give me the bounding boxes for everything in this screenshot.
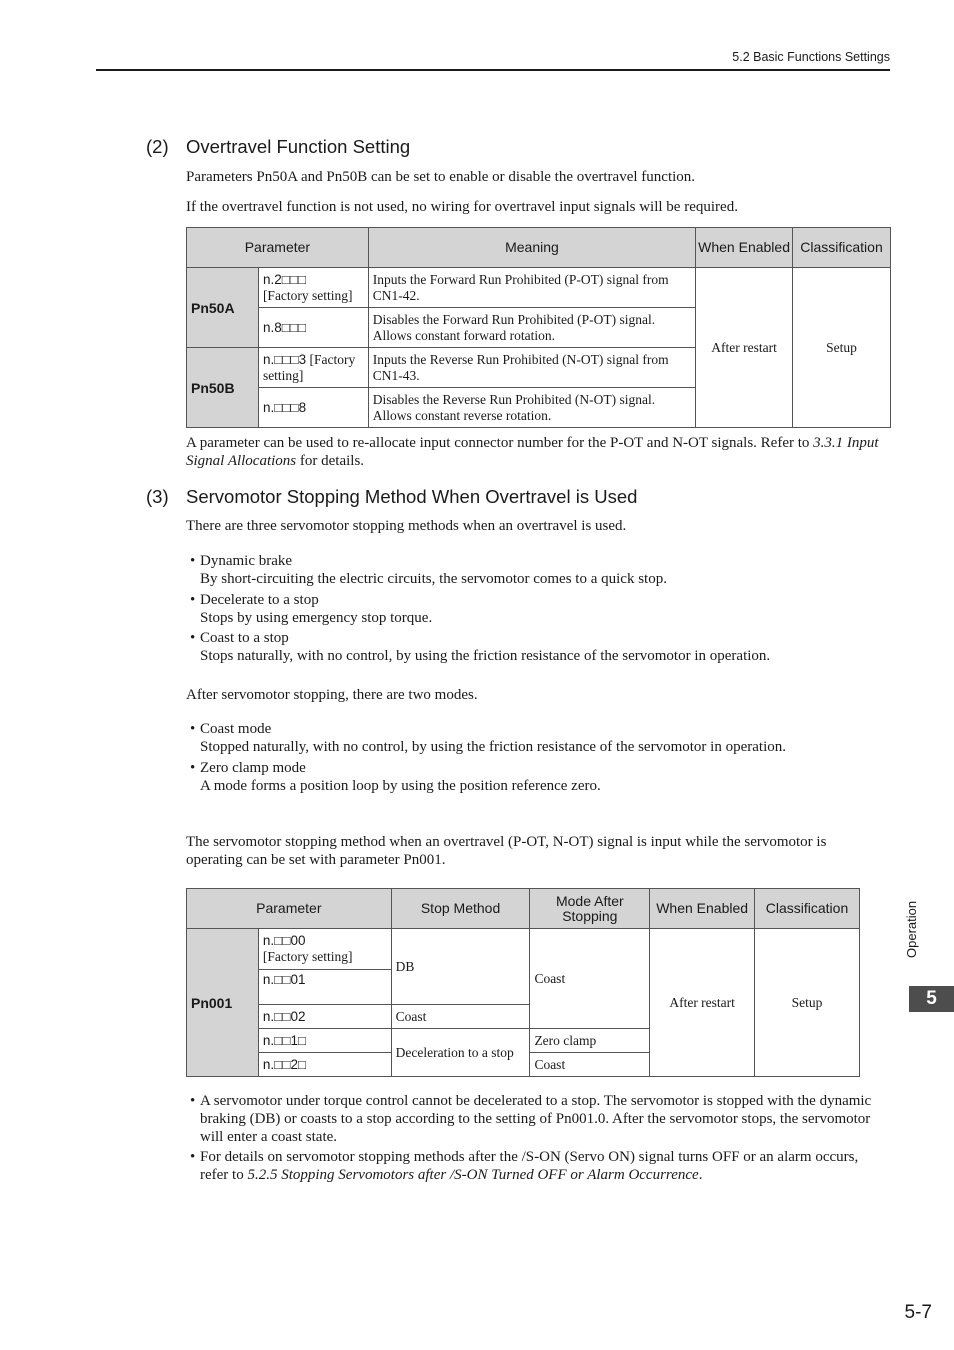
section-2-para-2: If the overtravel function is not used, no wiring for overtravel input signals will be required. bbox=[186, 199, 738, 215]
section-2-heading bbox=[146, 136, 410, 158]
stop-method-table bbox=[186, 888, 860, 1077]
section-2-para-1: Parameters Pn50A and Pn50B can be set to enable or disable the overtravel function. bbox=[186, 169, 696, 185]
header-meaning: Meaning bbox=[368, 228, 695, 268]
setting-code: n.□□00 [Factory setting] bbox=[258, 929, 391, 970]
list-item: • Coast to a stop Stops naturally, with no control, by using the friction resistance of the servomotor in operation. bbox=[190, 630, 771, 664]
stop-method-coast: Coast bbox=[391, 1005, 530, 1029]
header-rule bbox=[96, 69, 890, 71]
section-3-heading bbox=[146, 486, 637, 508]
section-3-title: Servomotor Stopping Method When Overtravel is Used bbox=[186, 486, 638, 507]
param-pn50b: Pn50B bbox=[187, 348, 259, 428]
setting-meaning: Inputs the Reverse Run Prohibited (N-OT) signal from CN1-43. bbox=[368, 348, 695, 388]
setting-code: n.□□02 bbox=[258, 1005, 391, 1029]
when-enabled-value: After restart bbox=[696, 268, 793, 428]
setting-code: n.□□□8 bbox=[258, 388, 368, 428]
input-allocation-note: A parameter can be used to re-allocate input connector number for the P-OT and N-OT signals. Refer to 3.3.1 Input Signal Allocations for details. bbox=[186, 435, 879, 469]
classification-value: Setup bbox=[755, 929, 860, 1077]
pn001-intro: The servomotor stopping method when an overtravel (P-OT, N-OT) signal is input while the servomotor is operating can be set with parameter Pn001. bbox=[186, 834, 827, 868]
stopping-methods-intro: There are three servomotor stopping methods when an overtravel is used. bbox=[186, 518, 627, 534]
chapter-tab: 5 bbox=[909, 986, 954, 1012]
side-section-label: Operation bbox=[904, 900, 919, 958]
setting-code: n.□□1□ bbox=[258, 1029, 391, 1053]
mode-zero-clamp: Zero clamp bbox=[530, 1029, 650, 1053]
stop-method-db: DB bbox=[391, 929, 530, 1005]
mode-coast: Coast bbox=[530, 929, 650, 1029]
note-item: • A servomotor under torque control cannot be decelerated to a stop. The servomotor is stopped with the dynamic braking (DB) or coasts to a stop according to the setting of Pn001.0. After the servomotor stops, the servomotor will enter a coast state. bbox=[190, 1093, 872, 1145]
header-mode-after-stopping: Mode After Stopping bbox=[530, 889, 650, 929]
cross-reference-link[interactable]: 3.3.1 Input Signal Allocations bbox=[186, 435, 879, 469]
header-when-enabled: When Enabled bbox=[696, 228, 793, 268]
param-pn50a: Pn50A bbox=[187, 268, 259, 348]
list-item: • Coast mode Stopped naturally, with no control, by using the friction resistance of the servomotor in operation. bbox=[190, 721, 786, 755]
setting-code: n.2□□□ [Factory setting] bbox=[258, 268, 368, 308]
section-2-title: Overtravel Function Setting bbox=[186, 136, 411, 157]
header-stop-method: Stop Method bbox=[391, 889, 530, 929]
setting-code: n.□□□3 [Factory setting] bbox=[258, 348, 368, 388]
notes bbox=[190, 1092, 890, 1184]
setting-meaning: Disables the Forward Run Prohibited (P-OT) signal. Allows constant forward rotation. bbox=[368, 308, 695, 348]
setting-meaning: Disables the Reverse Run Prohibited (N-OT) signal. Allows constant reverse rotation. bbox=[368, 388, 695, 428]
header-parameter: Parameter bbox=[187, 228, 369, 268]
setting-code: n.□□2□ bbox=[258, 1053, 391, 1077]
classification-value: Setup bbox=[793, 268, 891, 428]
header-parameter: Parameter bbox=[187, 889, 392, 929]
stop-method-deceleration: Deceleration to a stop bbox=[391, 1029, 530, 1077]
header-classification: Classification bbox=[755, 889, 860, 929]
section-3-number: (3) bbox=[146, 486, 169, 507]
section-2-number: (2) bbox=[146, 136, 169, 157]
param-pn001: Pn001 bbox=[187, 929, 259, 1077]
header-classification: Classification bbox=[793, 228, 891, 268]
overtravel-table bbox=[186, 227, 891, 428]
when-enabled-value: After restart bbox=[650, 929, 755, 1077]
setting-code: n.□□01 bbox=[258, 970, 391, 1005]
setting-code: n.8□□□ bbox=[258, 308, 368, 348]
header-when-enabled: When Enabled bbox=[650, 889, 755, 929]
page-number: 5-7 bbox=[904, 1302, 932, 1323]
list-item: • Zero clamp mode A mode forms a position loop by using the position reference zero. bbox=[190, 760, 601, 794]
note-item: • For details on servomotor stopping methods after the /S-ON (Servo ON) signal turns OFF or an alarm occurs, refer to 5.2.5 Stopping Servomotors after /S-ON Turned OFF or Alarm Occurrence. bbox=[190, 1149, 859, 1183]
list-item: • Dynamic brake By short-circuiting the electric circuits, the servomotor comes to a quick stop. bbox=[190, 553, 667, 587]
modes-intro: After servomotor stopping, there are two modes. bbox=[186, 687, 478, 703]
mode-coast: Coast bbox=[530, 1053, 650, 1077]
cross-reference-link[interactable]: 5.2.5 Stopping Servomotors after /S-ON Turned OFF or Alarm Occurrence bbox=[247, 1167, 699, 1183]
running-header: 5.2 Basic Functions Settings bbox=[732, 50, 890, 64]
list-item: • Decelerate to a stop Stops by using emergency stop torque. bbox=[190, 592, 433, 626]
setting-meaning: Inputs the Forward Run Prohibited (P-OT) signal from CN1-42. bbox=[368, 268, 695, 308]
